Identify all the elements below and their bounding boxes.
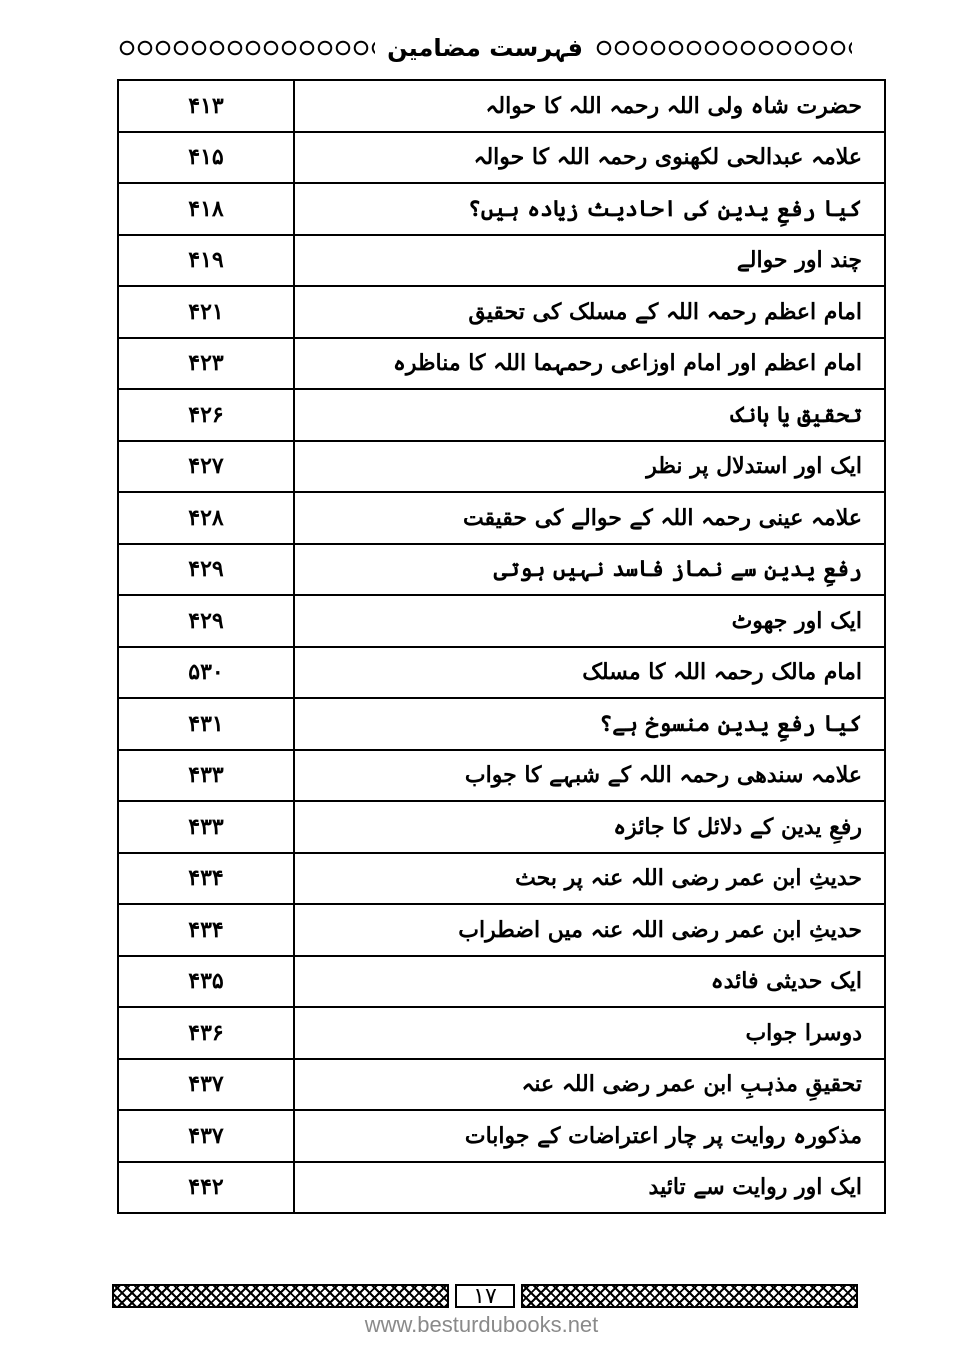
entry-title: چند اور حوالے <box>294 235 885 287</box>
entry-page: ۴۳۵ <box>118 956 294 1008</box>
entry-page: ۴۳۳ <box>118 750 294 802</box>
entry-title: علامہ عبدالحی لکھنوی رحمہ اللہ کا حوالہ <box>294 132 885 184</box>
entry-page: ۴۳۴ <box>118 853 294 905</box>
table-row <box>118 698 885 750</box>
entry-title: حدیثِ ابن عمر رضی اللہ عنہ میں اضطراب <box>294 904 885 956</box>
entry-title: ایک اور روایت سے تائید <box>294 1162 885 1214</box>
table-row <box>118 1059 885 1111</box>
page-header <box>112 30 858 66</box>
footer-ornament-left <box>112 1284 449 1308</box>
entry-title: تحقیق یا ہانک <box>294 389 885 441</box>
table-row <box>118 492 885 544</box>
entry-title: علامہ سندھی رحمہ اللہ کے شبہے کا جواب <box>294 750 885 802</box>
entry-title: ایک اور جھوٹ <box>294 595 885 647</box>
entry-page: ۵۳۰ <box>118 647 294 699</box>
entry-page: ۴۲۷ <box>118 441 294 493</box>
entry-page: ۴۱۹ <box>118 235 294 287</box>
entry-page: ۴۲۹ <box>118 595 294 647</box>
entry-title: دوسرا جواب <box>294 1007 885 1059</box>
entry-title: کیا رفعِ یدین کی احادیث زیادہ ہیں؟ <box>294 183 885 235</box>
table-row <box>118 132 885 184</box>
entry-page: ۴۳۱ <box>118 698 294 750</box>
entry-page: ۴۲۶ <box>118 389 294 441</box>
table-row <box>118 235 885 287</box>
table-row <box>118 441 885 493</box>
table-row <box>118 801 885 853</box>
table-row <box>118 80 885 132</box>
header-ornament-left <box>118 37 375 59</box>
table-row <box>118 956 885 1008</box>
page-title: فہرست مضامین <box>387 34 583 62</box>
entry-title: حدیثِ ابن عمر رضی اللہ عنہ پر بحث <box>294 853 885 905</box>
footer-ornament-right <box>521 1284 858 1308</box>
entry-title: امام اعظم رحمہ اللہ کے مسلک کی تحقیق <box>294 286 885 338</box>
table-row <box>118 183 885 235</box>
entry-title: تحقیقِ مذہبِ ابن عمر رضی اللہ عنہ <box>294 1059 885 1111</box>
table-row <box>118 286 885 338</box>
page-footer <box>112 1281 858 1311</box>
table-row <box>118 1162 885 1214</box>
entry-page: ۴۳۶ <box>118 1007 294 1059</box>
entry-page: ۴۳۷ <box>118 1059 294 1111</box>
website-watermark: www.besturdubooks.net <box>364 1312 599 1337</box>
entry-page: ۴۲۳ <box>118 338 294 390</box>
table-row <box>118 338 885 390</box>
entry-page: ۴۳۷ <box>118 1110 294 1162</box>
entry-page: ۴۱۸ <box>118 183 294 235</box>
entry-title: امام اعظم اور امام اوزاعی رحمہما اللہ کا مناظرہ <box>294 338 885 390</box>
entry-page: ۴۲۱ <box>118 286 294 338</box>
header-ornament-right <box>595 37 852 59</box>
entry-title: مذکورہ روایت پر چار اعتراضات کے جوابات <box>294 1110 885 1162</box>
table-row <box>118 1007 885 1059</box>
entry-page: ۴۲۹ <box>118 544 294 596</box>
table-row <box>118 904 885 956</box>
entry-title: رفعِ یدین کے دلائل کا جائزہ <box>294 801 885 853</box>
table-row <box>118 389 885 441</box>
entry-title: کیا رفعِ یدین منسوخ ہے؟ <box>294 698 885 750</box>
entry-page: ۴۱۵ <box>118 132 294 184</box>
entry-title: امام مالک رحمہ اللہ کا مسلک <box>294 647 885 699</box>
entry-page: ۴۳۴ <box>118 904 294 956</box>
entry-title: ایک حدیثی فائدہ <box>294 956 885 1008</box>
entry-title: ایک اور استدلال پر نظر <box>294 441 885 493</box>
page-number: ۱۷ <box>455 1284 515 1308</box>
table-row <box>118 595 885 647</box>
entry-title: رفعِ یدین سے نماز فاسد نہیں ہوتی <box>294 544 885 596</box>
table-row <box>118 750 885 802</box>
entry-page: ۴۱۳ <box>118 80 294 132</box>
table-row <box>118 1110 885 1162</box>
entry-page: ۴۲۸ <box>118 492 294 544</box>
table-row <box>118 853 885 905</box>
entry-page: ۴۴۲ <box>118 1162 294 1214</box>
entry-page: ۴۳۳ <box>118 801 294 853</box>
entry-title: حضرت شاہ ولی اللہ رحمہ اللہ کا حوالہ <box>294 80 885 132</box>
contents-table <box>117 79 886 1214</box>
table-row <box>118 544 885 596</box>
entry-title: علامہ عینی رحمہ اللہ کے حوالے کی حقیقت <box>294 492 885 544</box>
table-row <box>118 647 885 699</box>
